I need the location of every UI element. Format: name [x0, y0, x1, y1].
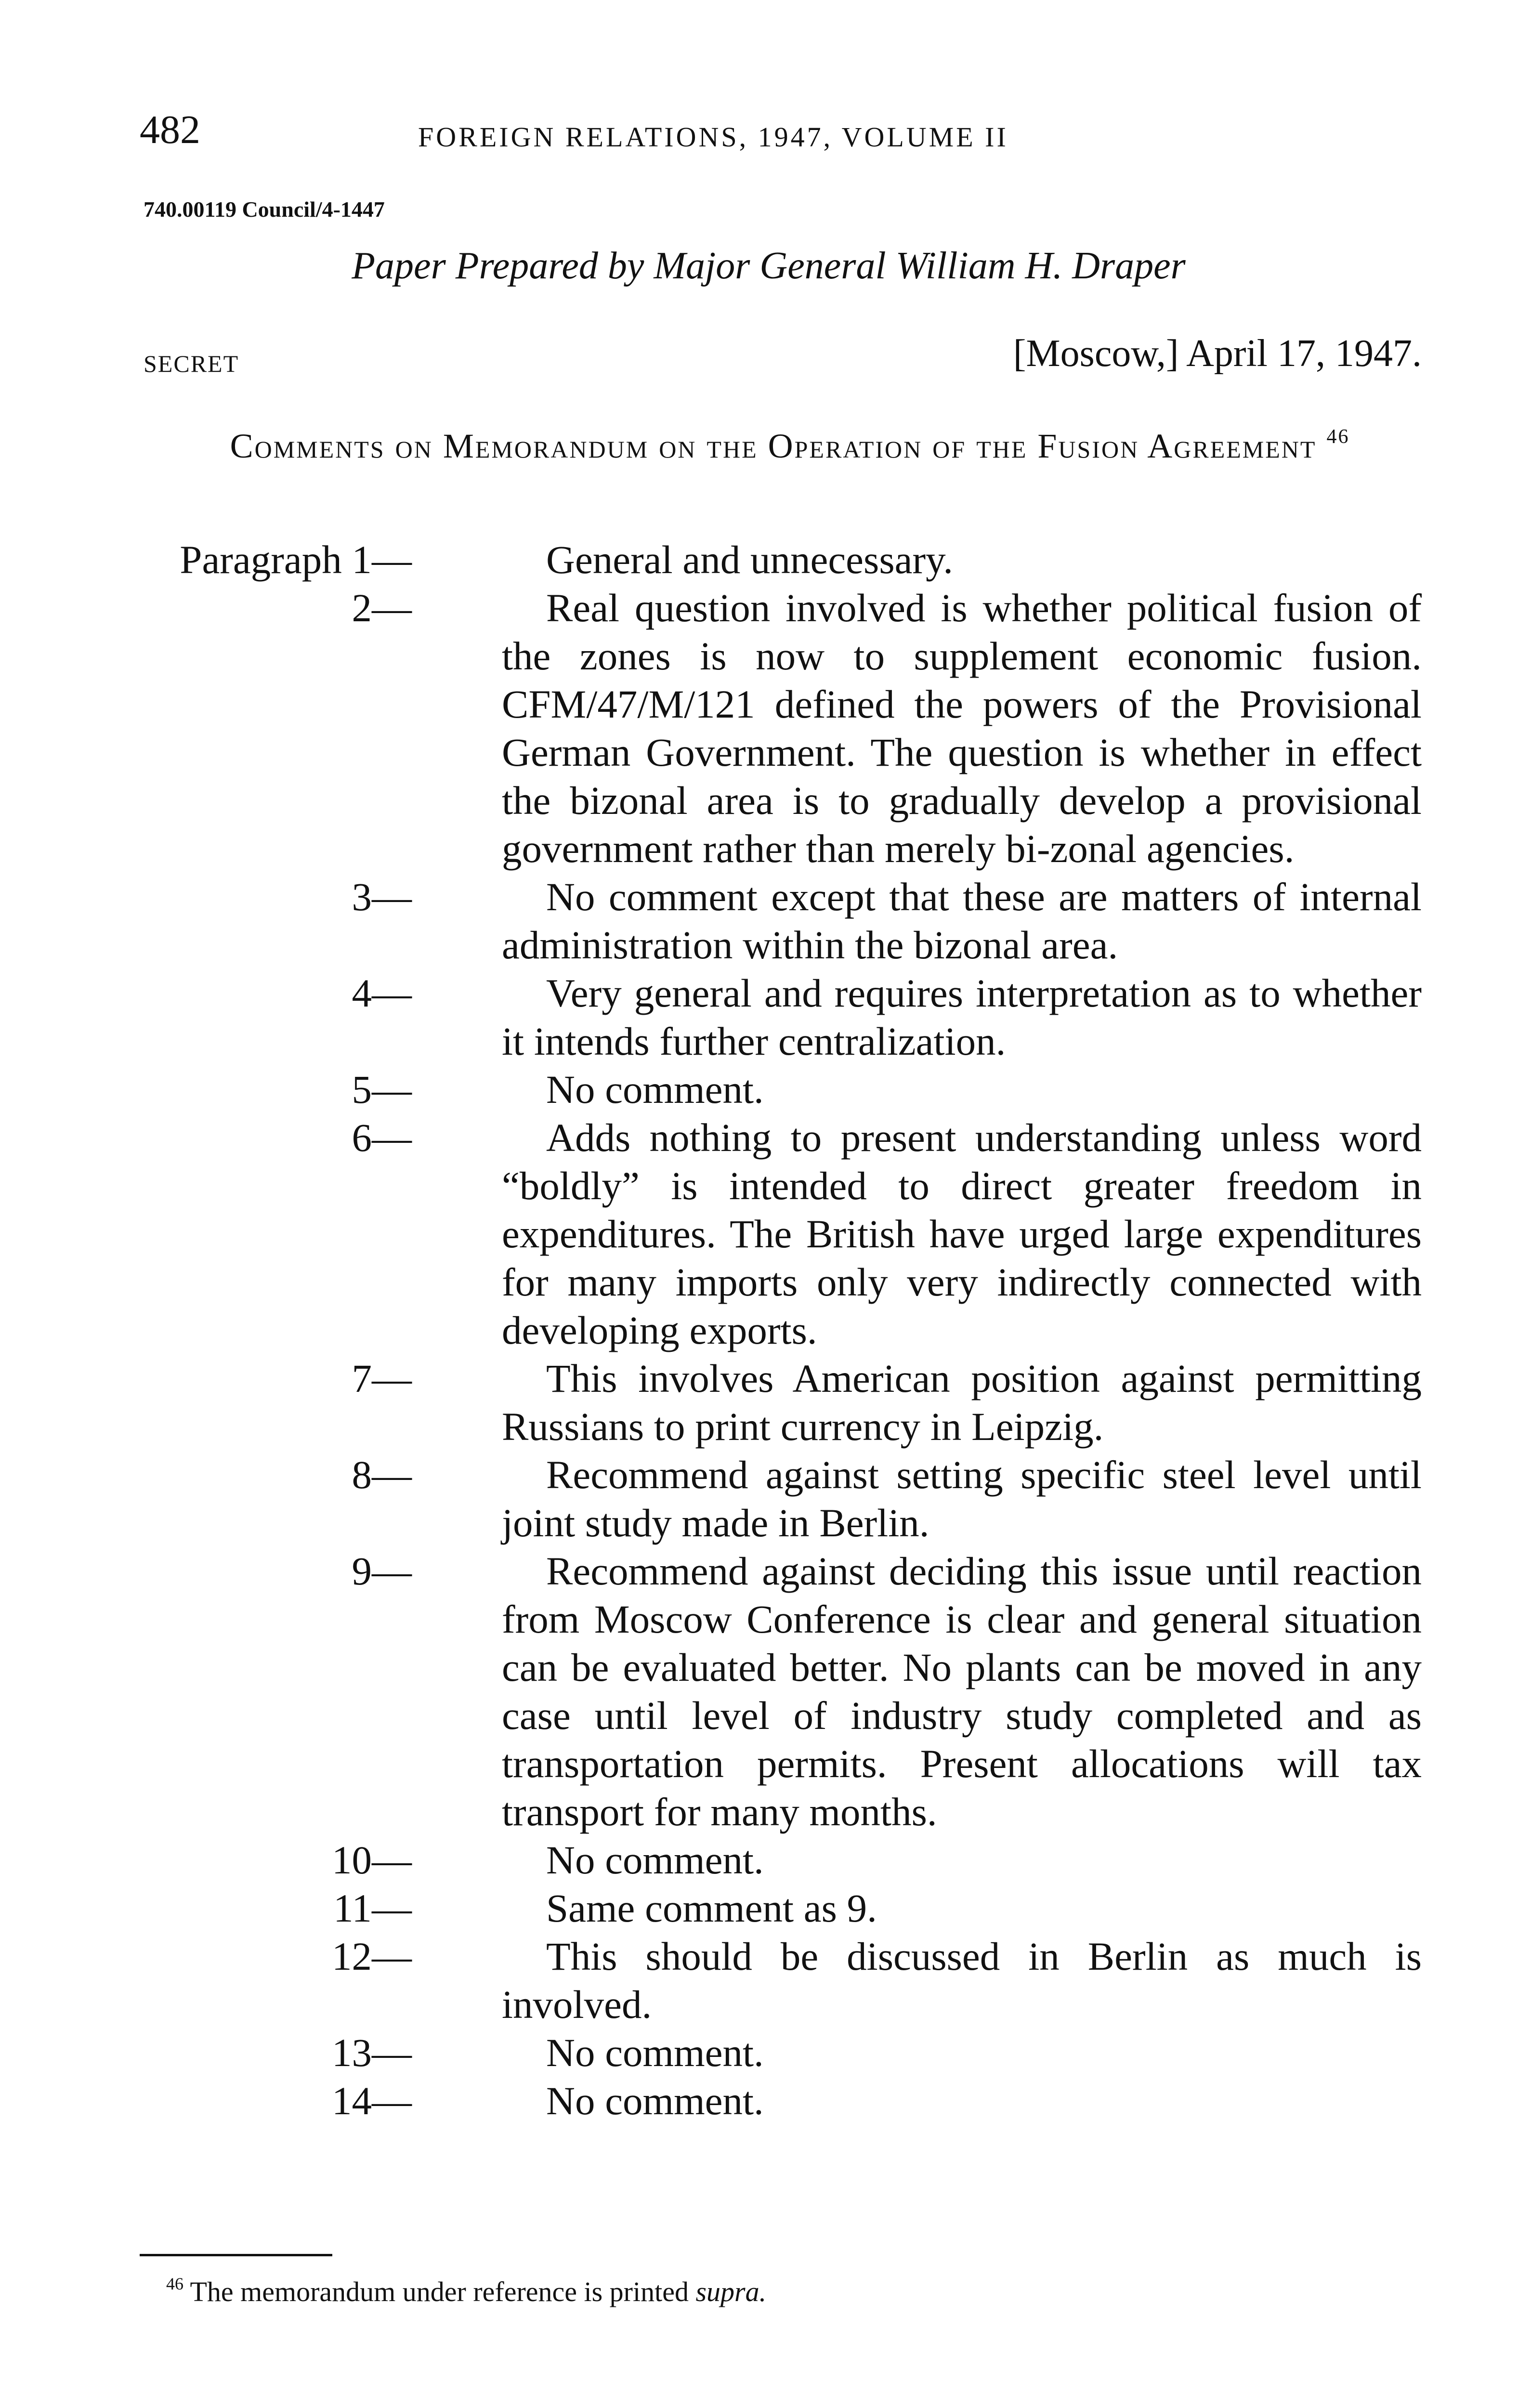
- paragraph-label: 11—: [333, 1886, 412, 1930]
- paragraph-text: General and unnecessary.: [546, 537, 953, 582]
- paragraph-label: 13—: [332, 2030, 412, 2075]
- paragraph-label: 14—: [332, 2079, 412, 2123]
- paragraph-text: No comment except that these are matters of internal administration within the bizonal area.: [502, 875, 1422, 967]
- heading-text: Comments on Memorandum on the Operation of the Fusion Agreement: [230, 427, 1317, 465]
- page-number: 482: [140, 107, 200, 152]
- paragraph-text: No comment.: [546, 1067, 764, 1112]
- paragraph-comment: [0, 1451, 1518, 1547]
- paragraph-comment: [0, 969, 1518, 1065]
- paragraph-label: 9—: [352, 1549, 412, 1593]
- heading-footnote-ref: 46: [1326, 426, 1350, 448]
- paragraph-text: No comment.: [546, 1838, 764, 1882]
- file-number: 740.00119 Council/4-1447: [144, 197, 385, 222]
- paragraph-label: 7—: [352, 1356, 412, 1400]
- paragraph-label: 12—: [332, 1934, 412, 1978]
- paragraph-comment: [0, 1932, 1518, 2028]
- footnote-number: 46: [166, 2274, 183, 2293]
- paragraph-label: 6—: [352, 1115, 412, 1160]
- paragraph-comment: [0, 1884, 1518, 1932]
- paragraph-text: Recommend against deciding this issue until reaction from Moscow Conference is clear and general situation can be evaluated better. No plants can be moved in any case until level of industry study completed and as transportation permits. Present allocations will tax transport for many months.: [502, 1549, 1422, 1834]
- paragraph-label: Paragraph 1—: [180, 537, 412, 582]
- paragraph-label: 2—: [352, 586, 412, 630]
- paragraph-label: 5—: [352, 1067, 412, 1112]
- footnote-rule: [140, 2254, 332, 2256]
- paragraph-text: Very general and requires interpretation as to whether it intends further centralization.: [502, 971, 1422, 1063]
- footnote-text: The memorandum under reference is printed: [190, 2276, 696, 2307]
- paragraph-comment: [0, 1113, 1518, 1354]
- paragraph-comment: [0, 1836, 1518, 1884]
- paragraph-comment: [0, 1547, 1518, 1836]
- paragraph-comment: [0, 1354, 1518, 1451]
- paragraph-text: This involves American position against permitting Russians to print currency in Leipzig.: [502, 1356, 1422, 1449]
- paragraph-comment: [0, 2028, 1518, 2077]
- paragraph-text: Recommend against setting specific steel level until joint study made in Berlin.: [502, 1453, 1422, 1545]
- footnote: [166, 2274, 767, 2307]
- paragraph-label: 3—: [352, 875, 412, 919]
- paragraph-label: 8—: [352, 1453, 412, 1497]
- paragraph-label: 10—: [332, 1838, 412, 1882]
- paragraph-text: Adds nothing to present understanding unless word “boldly” is intended to direct greater freedom in expenditures. The British have urged large expenditures for many imports only very indirectly connected with developing exports.: [502, 1115, 1422, 1352]
- paragraph-comment: [0, 2077, 1518, 2125]
- paragraph-text: Same comment as 9.: [546, 1886, 877, 1930]
- paragraph-label: 4—: [352, 971, 412, 1015]
- paragraph-comment: [0, 873, 1518, 969]
- paragraph-text: This should be discussed in Berlin as much is involved.: [502, 1934, 1422, 2027]
- running-head: FOREIGN RELATIONS, 1947, VOLUME II: [418, 121, 1008, 153]
- paragraph-comment: [0, 584, 1518, 873]
- paper-title: Paper Prepared by Major General William H. Draper: [352, 245, 1186, 287]
- paragraph-text: No comment.: [546, 2030, 764, 2075]
- paragraph-comment: [0, 536, 1518, 584]
- paragraph-text: Real question involved is whether political fusion of the zones is now to supplement economic fusion. CFM/47/M/121 defined the powers of the Provisional German Government. The question is whether in effect the bizonal area is to gradually develop a provisional government rather than merely bi-zonal agencies.: [502, 586, 1422, 871]
- paragraph-comment: [0, 1065, 1518, 1113]
- paragraph-comments: [0, 536, 1518, 2125]
- footnote-italic-text: supra.: [695, 2276, 767, 2307]
- classification-label: SECRET: [144, 350, 239, 377]
- paragraph-text: No comment.: [546, 2079, 764, 2123]
- dateline: [Moscow,] April 17, 1947.: [1013, 332, 1422, 375]
- document-heading: [178, 423, 1401, 469]
